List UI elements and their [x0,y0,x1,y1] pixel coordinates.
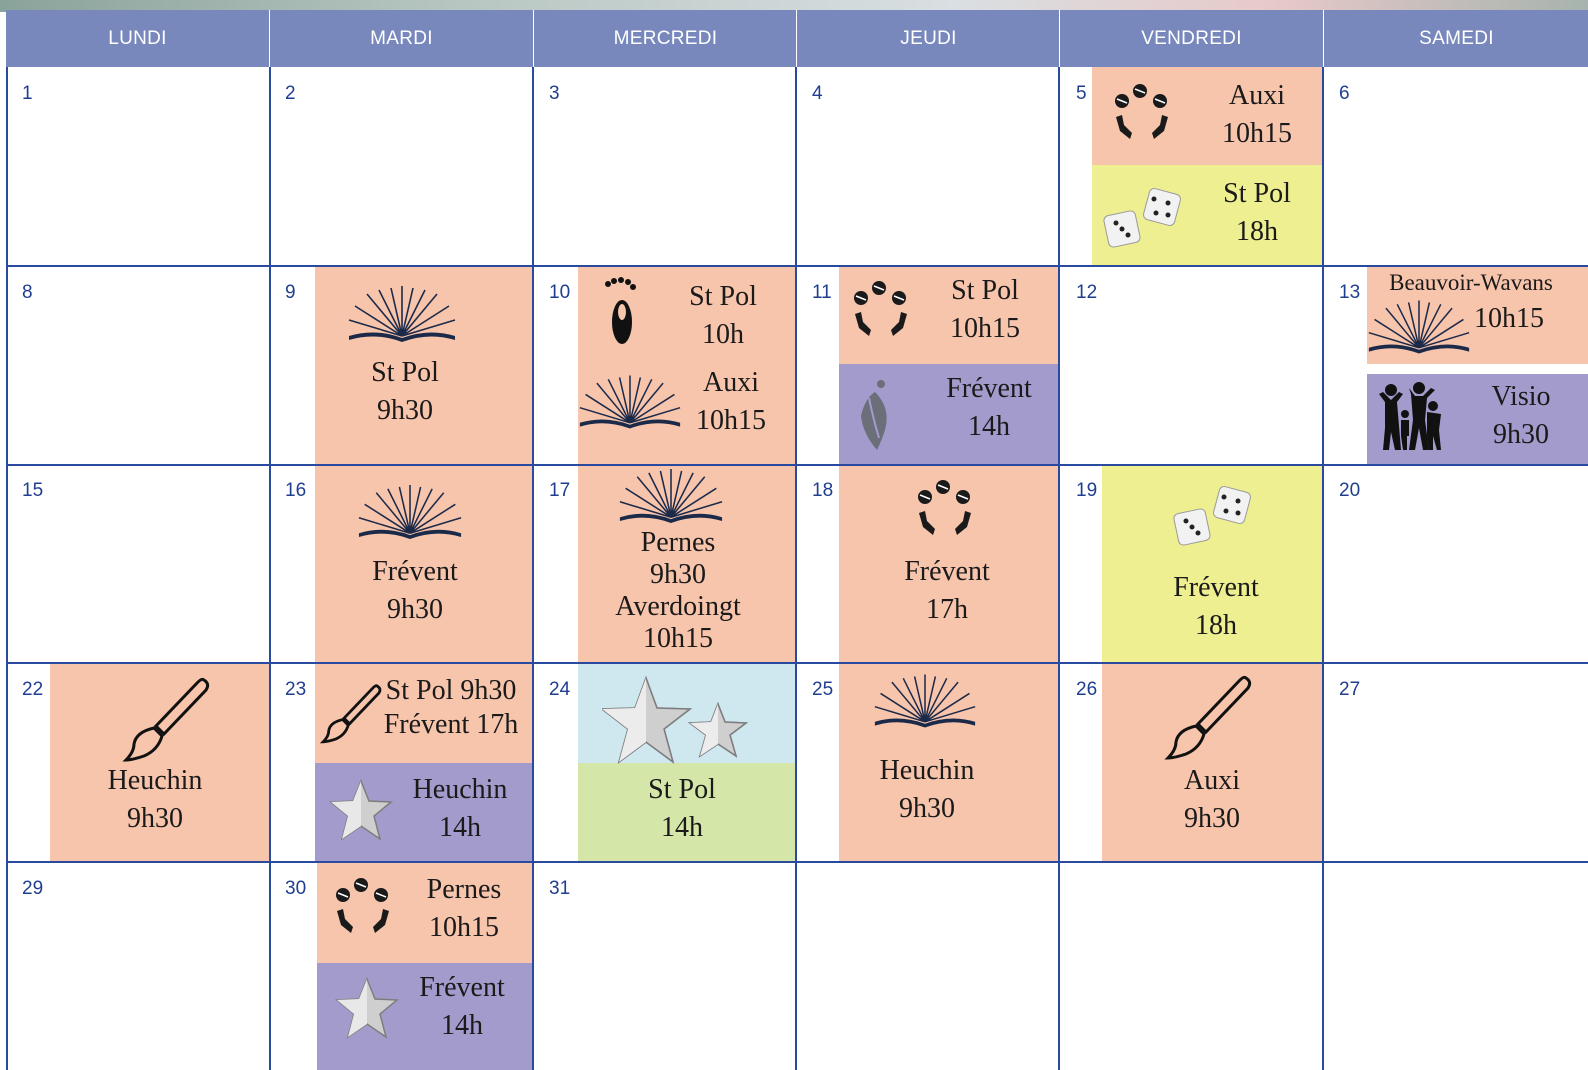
weekday-header-friday: VENDREDI [1059,10,1323,67]
day-number: 16 [285,480,307,501]
day-number: 31 [549,878,571,899]
weekday-header-saturday: SAMEDI [1323,10,1588,67]
juggling-hands-icon [913,475,977,545]
day-number: 20 [1339,480,1361,501]
weekday-header-thursday: JEUDI [796,10,1060,67]
day-number: 26 [1076,679,1098,700]
grid-line [6,861,1588,863]
weekday-header-tuesday: MARDI [269,10,533,67]
open-book-icon [873,674,977,728]
leaf-figure-icon [855,378,897,450]
day-number: 8 [22,282,33,303]
event-5-auxi[interactable]: Auxi 10h15 [1092,67,1323,165]
day-number: 19 [1076,480,1098,501]
open-book-icon [618,469,724,523]
event-24-st-pol[interactable]: St Pol 14h [578,763,796,862]
calendar-grid [6,10,1588,1070]
event-5-st-pol[interactable]: St Pol 18h [1092,165,1323,266]
event-30-pernes[interactable]: Pernes 10h15 [317,863,533,963]
day-number: 15 [22,480,44,501]
grid-line [795,67,797,1070]
day-number: 18 [812,480,834,501]
day-number: 9 [285,282,296,303]
grid-line [6,662,1588,664]
event-10-st-pol[interactable]: St Pol 10h [578,266,796,364]
event-23-st-pol-frevent[interactable]: St Pol 9h30 Frévent 17h [315,664,533,763]
grid-line [269,67,271,1070]
juggling-hands-icon [331,873,395,943]
grid-line [6,265,1588,267]
event-18-frevent[interactable]: Frévent 17h [839,465,1059,663]
day-number: 10 [549,282,571,303]
day-number: 23 [285,679,307,700]
weekday-header-monday: LUNDI [6,10,269,67]
star-icon [335,977,399,1039]
day-number: 4 [812,83,823,104]
day-number: 1 [22,83,33,104]
footprint-icon [602,276,638,348]
event-30-frevent[interactable]: Frévent 14h [317,963,533,1070]
day-number: 25 [812,679,834,700]
day-number: 6 [1339,83,1350,104]
event-9-st-pol[interactable]: St Pol 9h30 [315,266,533,464]
dice-icon [1102,187,1186,251]
family-icon [1375,380,1447,454]
event-17-pernes-averdoingt[interactable]: Pernes 9h30 Averdoingt 10h15 [578,465,796,663]
event-25-heuchin[interactable]: Heuchin 9h30 [839,664,1059,862]
day-number: 24 [549,679,571,700]
day-number: 27 [1339,679,1361,700]
stars-icon [602,674,752,766]
day-number: 11 [812,282,832,303]
dice-icon [1172,485,1256,549]
event-13-beauvoir-wavans[interactable]: Beauvoir-Wavans 10h15 [1367,266,1588,364]
day-number: 3 [549,83,560,104]
day-number: 17 [549,480,571,501]
day-number: 13 [1339,282,1361,303]
day-number: 22 [22,679,44,700]
grid-line [6,464,1588,466]
paintbrush-icon [1162,674,1254,762]
grid-line [1058,67,1060,1070]
event-11-st-pol[interactable]: St Pol 10h15 [839,266,1059,364]
day-number: 30 [285,878,307,899]
event-19-frevent[interactable]: Frévent 18h [1102,465,1323,663]
day-number: 5 [1076,83,1087,104]
paintbrush-icon [120,676,212,764]
event-22-heuchin[interactable]: Heuchin 9h30 [50,664,269,862]
event-23-heuchin[interactable]: Heuchin 14h [315,763,533,862]
open-book-icon [347,286,457,342]
event-11-frevent[interactable]: Frévent 14h [839,364,1059,464]
day-number: 2 [285,83,296,104]
grid-line [6,67,8,1070]
event-26-auxi[interactable]: Auxi 9h30 [1102,664,1323,862]
open-book-icon [357,485,463,539]
juggling-hands-icon [849,276,913,346]
day-number: 12 [1076,282,1098,303]
grid-line [532,67,534,1070]
event-16-frevent[interactable]: Frévent 9h30 [315,465,533,663]
open-book-icon [578,374,682,430]
star-icon [329,779,393,841]
juggling-hands-icon [1110,79,1174,149]
grid-line [1322,67,1324,1070]
day-number: 29 [22,878,44,899]
event-10-auxi[interactable]: Auxi 10h15 [578,364,796,464]
event-13-visio[interactable]: Visio 9h30 [1367,374,1588,464]
weekday-header-wednesday: MERCREDI [533,10,797,67]
open-book-icon [1367,300,1471,354]
